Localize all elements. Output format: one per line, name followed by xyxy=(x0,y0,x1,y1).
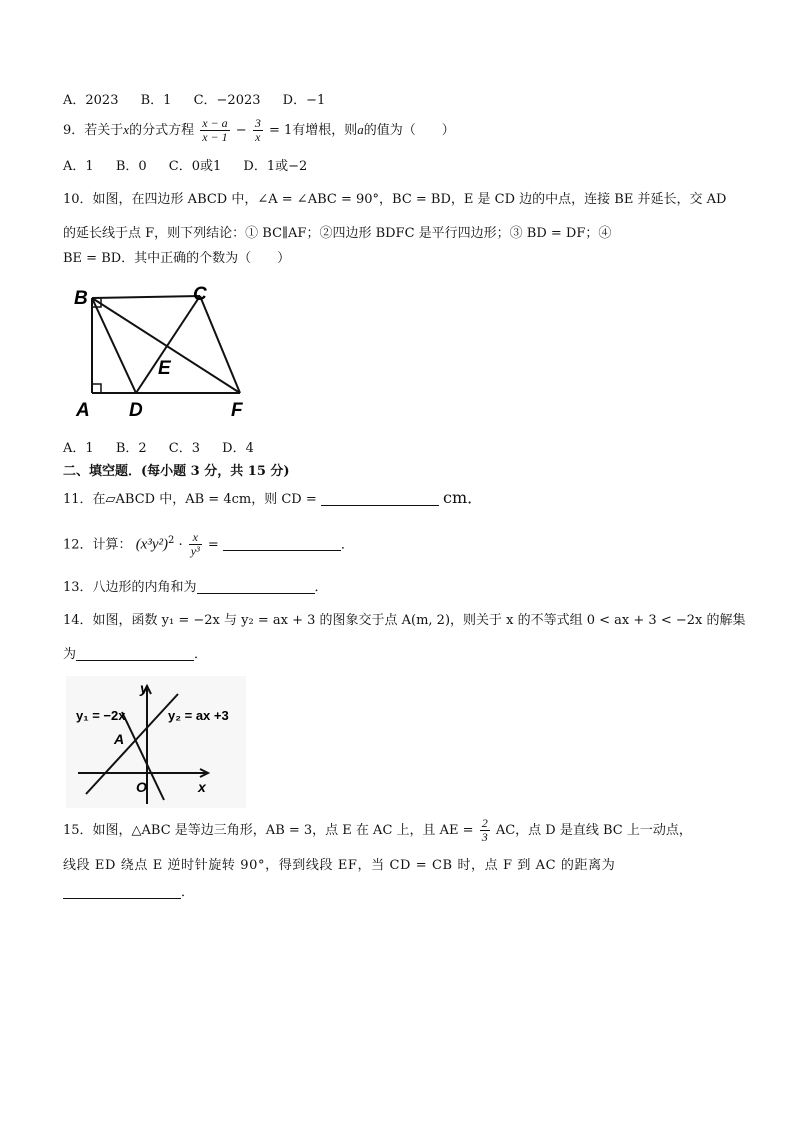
q10-options xyxy=(63,440,254,458)
q13-answer-blank xyxy=(197,579,315,594)
q8-options xyxy=(63,92,325,110)
question-13: 13．八边形的内角和为 ． xyxy=(63,580,328,595)
q8-option-c: C．−2023 xyxy=(193,93,261,108)
fig14-label-y: y xyxy=(140,680,148,696)
q9-fraction-2: $\frac{3}{x}$ xyxy=(254,116,261,144)
section-2-title: 二、填空题．(每小题 3 分，共 15 分) xyxy=(63,464,290,479)
q11-answer-blank xyxy=(321,491,439,506)
fig14-label-y2: y₂ = ax +3 xyxy=(168,708,229,723)
fig10-label-d: D xyxy=(129,400,143,421)
q10-line-3: BE = BD．其中正确的个数为（ ） xyxy=(63,251,291,266)
q10-figure xyxy=(68,278,258,424)
q14-answer-blank xyxy=(76,646,194,661)
q10-option-d: D．4 xyxy=(222,441,254,456)
q14-figure xyxy=(66,676,246,808)
fig14-label-o: O xyxy=(136,779,147,795)
q9-option-d: D．1或−2 xyxy=(243,159,308,174)
fig14-label-a: A xyxy=(114,731,125,747)
q12-answer-blank xyxy=(223,536,341,551)
q14-line-2: 为 ． xyxy=(63,647,208,662)
q8-option-d: D．−1 xyxy=(282,93,326,108)
fig10-label-f: F xyxy=(231,400,243,421)
q15-fraction: $\frac{2}{3}$ xyxy=(481,816,488,844)
q15-line-3: ． xyxy=(63,884,194,902)
fig10-label-c: C xyxy=(193,284,207,305)
q9-options xyxy=(63,158,307,176)
q15-line-2: 线段 ED 绕点 E 逆时针旋转 90°，得到线段 EF，当 CD = CB 时，点 F 到 AC 的距离为 xyxy=(63,858,616,873)
fig10-label-e: E xyxy=(158,358,171,379)
q15-line-1: 15．如图，△ABC 是等边三角形，AB = 3，点 E 在 AC 上，且 AE = $\frac{2}{3}$ AC，点 D 是直线 BC 上一动点， xyxy=(63,816,692,844)
q10-option-a: A．1 xyxy=(63,441,94,456)
q12-fraction: $\frac{x}{\text{y³}}$ xyxy=(190,530,200,559)
q9-option-c: C．0或1 xyxy=(168,159,222,174)
q9-option-a: A．1 xyxy=(63,159,94,174)
q14-line-1: 14．如图，函数 y₁ = −2x 与 y₂ = ax + 3 的图象交于点 A(m, 2)，则关于 x 的不等式组 0 < ax + 3 < −2x 的解集 xyxy=(63,613,746,628)
fig10-label-b: B xyxy=(74,288,88,309)
q8-option-a: A．2023 xyxy=(63,93,119,108)
question-11: 11．在▱ABCD 中，AB = 4cm，则 CD = cm． xyxy=(63,488,484,507)
q10-line-1: 10．如图，在四边形 ABCD 中，∠A = ∠ABC = 90°，BC = BD，E 是 CD 边的中点，连接 BE 并延长，交 AD xyxy=(63,192,727,207)
q15-answer-blank xyxy=(63,884,181,899)
question-9: 9．若关于x的分式方程 $\frac{x - a}{x - 1}$ − $\frac{3}{x}$ = 1有增根，则a的值为（ ） xyxy=(63,116,455,144)
q10-option-b: B．2 xyxy=(115,441,147,456)
question-12: 12．计算： $(x^3y^2)^2$ · $\frac{x}{\text{y³}}$ = ． xyxy=(63,530,354,559)
fig14-label-y1: y₁ = −2x xyxy=(76,708,126,723)
fig10-label-a: A xyxy=(76,400,90,421)
fig14-label-x: x xyxy=(198,779,206,795)
q10-line-2: 的延长线于点 F，则下列结论：① BC∥AF；②四边形 BDFC 是平行四边形；③ BD = DF；④ xyxy=(63,226,612,241)
q9-fraction-1: $\frac{x - a}{x - 1}$ xyxy=(202,116,228,144)
q8-option-b: B．1 xyxy=(140,93,172,108)
q10-option-c: C．3 xyxy=(168,441,200,456)
q9-option-b: B．0 xyxy=(115,159,147,174)
